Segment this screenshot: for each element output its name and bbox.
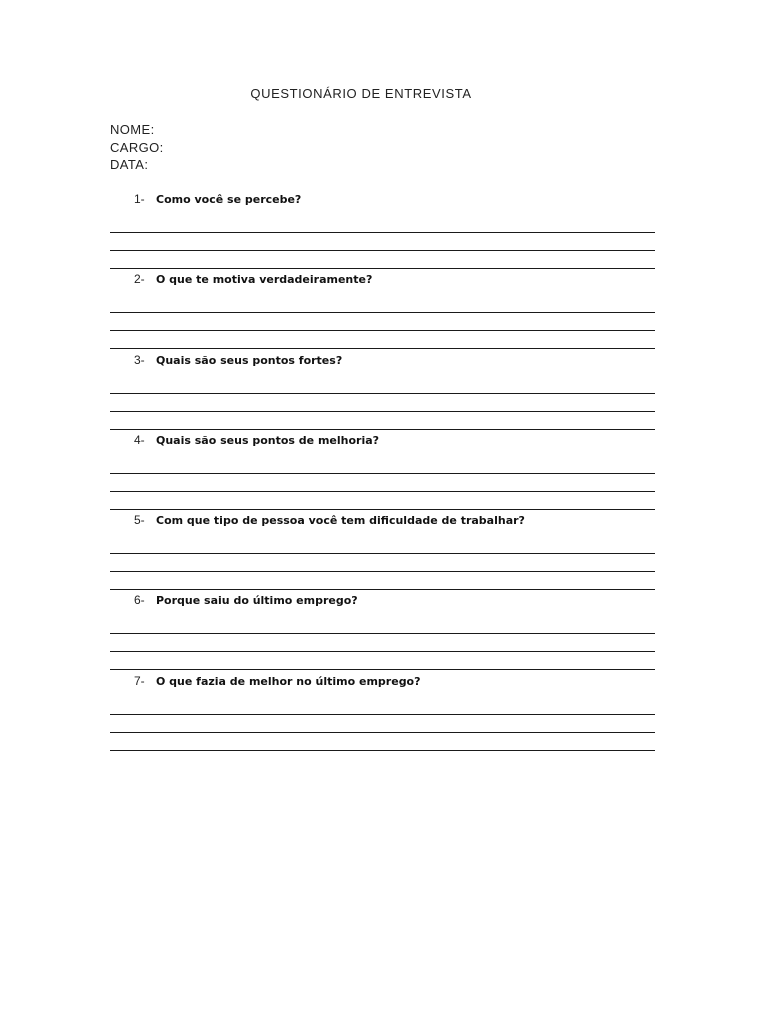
answer-line[interactable] xyxy=(110,393,655,394)
question-heading xyxy=(134,433,379,447)
question-number: 5- xyxy=(134,513,145,528)
question-text: O que fazia de melhor no último emprego? xyxy=(156,674,421,688)
question-number: 4- xyxy=(134,432,145,447)
question-heading xyxy=(134,513,525,527)
question-heading xyxy=(134,674,421,688)
question-number: 7- xyxy=(134,673,145,688)
answer-line[interactable] xyxy=(110,732,655,733)
question-text: O que te motiva verdadeiramente? xyxy=(156,273,373,287)
question-item xyxy=(110,672,655,752)
answer-line[interactable] xyxy=(110,571,655,572)
question-item xyxy=(110,190,655,270)
question-text: Porque saiu do último emprego? xyxy=(156,594,358,608)
question-item xyxy=(110,511,655,591)
question-text: Quais são seus pontos de melhoria? xyxy=(156,433,380,447)
question-heading xyxy=(134,353,342,367)
question-text: Com que tipo de pessoa você tem dificuldade de trabalhar? xyxy=(156,514,525,528)
question-number: 6- xyxy=(134,593,145,608)
question-text: Como você se percebe? xyxy=(156,193,302,206)
answer-line[interactable] xyxy=(110,651,655,652)
question-heading xyxy=(134,272,372,286)
answer-line[interactable] xyxy=(110,553,655,554)
question-item xyxy=(110,591,655,671)
answer-line[interactable] xyxy=(110,312,655,313)
question-number: 3- xyxy=(134,352,145,367)
answer-line[interactable] xyxy=(110,348,655,349)
header-fields xyxy=(110,121,164,174)
answer-line[interactable] xyxy=(110,429,655,430)
page-title: QUESTIONÁRIO DE ENTREVISTA xyxy=(250,86,472,101)
answer-line[interactable] xyxy=(110,589,655,590)
answer-line[interactable] xyxy=(110,509,655,510)
question-heading xyxy=(134,593,358,607)
question-heading xyxy=(134,192,301,206)
answer-line[interactable] xyxy=(110,750,655,751)
question-item xyxy=(110,270,655,350)
question-number: 1- xyxy=(134,192,145,206)
answer-line[interactable] xyxy=(110,473,655,474)
answer-line[interactable] xyxy=(110,714,655,715)
answer-line[interactable] xyxy=(110,268,655,269)
question-list xyxy=(110,190,655,752)
question-item xyxy=(110,351,655,431)
answer-line[interactable] xyxy=(110,232,655,233)
answer-line[interactable] xyxy=(110,633,655,634)
answer-line[interactable] xyxy=(110,491,655,492)
name-label: NOME: xyxy=(110,122,155,137)
answer-line[interactable] xyxy=(110,250,655,251)
answer-line[interactable] xyxy=(110,411,655,412)
question-number: 2- xyxy=(134,272,145,287)
question-item xyxy=(110,431,655,511)
question-text: Quais são seus pontos fortes? xyxy=(156,353,343,367)
answer-line[interactable] xyxy=(110,669,655,670)
date-label: DATA: xyxy=(110,157,149,172)
answer-line[interactable] xyxy=(110,330,655,331)
role-label: CARGO: xyxy=(110,139,164,155)
